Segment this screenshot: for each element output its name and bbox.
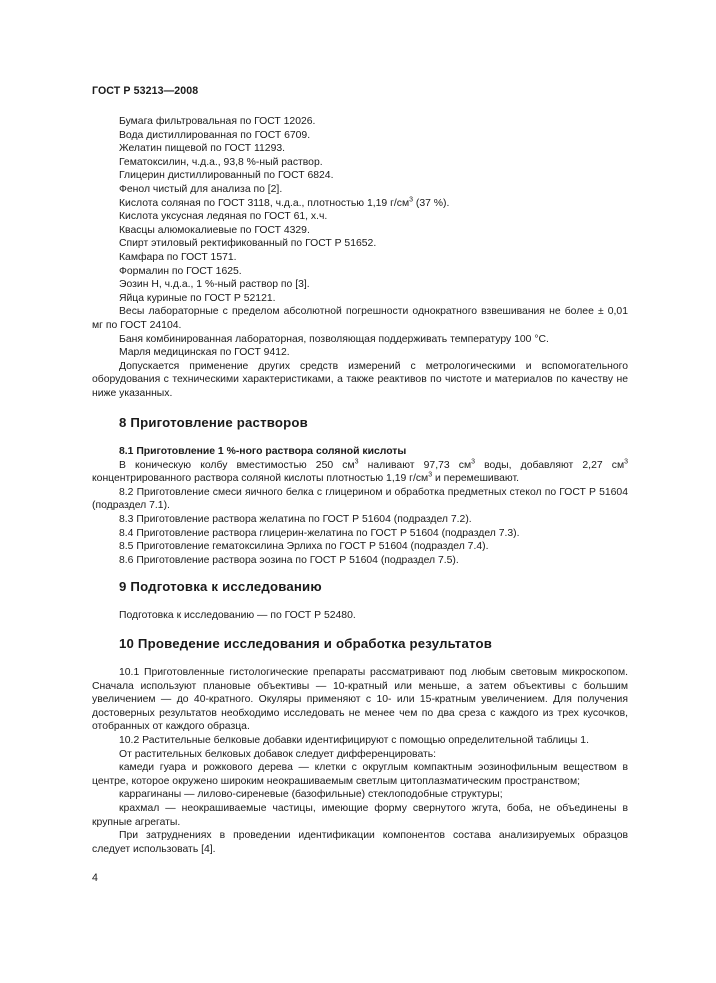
material-item: Допускается применение других средств измерений с метрологическими и вспомогательного оборудования с техническими характеристиками, а также реактивов по чистоте и материалов по качеству не ниже указанных. (92, 360, 628, 399)
material-item: Спирт этиловый ректификованный по ГОСТ Р 51652. (119, 238, 377, 250)
material-item: Баня комбинированная лабораторная, позволяющая поддерживать температуру 100 °С. (119, 333, 549, 345)
section-8-title: 8 Приготовление растворов (119, 415, 308, 430)
superscript: 3 (471, 458, 476, 466)
superscript: 3 (354, 458, 359, 466)
material-item: Марля медицинская по ГОСТ 9412. (119, 347, 290, 359)
material-item: Бумага фильтровальная по ГОСТ 12026. (119, 116, 316, 127)
subsection-item: 8.5 Приготовление гематоксилина Эрлиха по ГОСТ Р 51604 (подраздел 7.4). (119, 541, 489, 553)
section-10-paragraph: крахмал — неокрашиваемые частицы, имеющие форму свернутого жгута, боба, не объединены в крупные агрегаты. (92, 802, 628, 828)
subsection-item: 8.3 Приготовление раствора желатина по ГОСТ Р 51604 (подраздел 7.2). (119, 513, 472, 525)
subsection-item: 8.6 Приготовление раствора эозина по ГОСТ Р 51604 (подраздел 7.5). (119, 554, 459, 566)
subsection-item: 8.2 Приготовление смеси яичного белка с глицерином и обработка предметных стекол по ГОСТ Р 51604 (подраздел 7.1). (92, 486, 628, 512)
superscript: 3 (624, 458, 628, 466)
section-10-paragraph: 10.2 Растительные белковые добавки идентифицируют с помощью определительной таблицы 1. (119, 734, 589, 746)
material-item: Весы лабораторные с пределом абсолютной погрешности однократного взвешивания не более ± 0,01 мг по ГОСТ 24104. (92, 306, 628, 331)
section-9-body (92, 609, 628, 623)
section-9-text: Подготовка к исследованию — по ГОСТ Р 52480. (119, 610, 356, 621)
material-item: Глицерин дистиллированный по ГОСТ 6824. (119, 170, 334, 182)
subsection-item: 8.4 Приготовление раствора глицерин-желатина по ГОСТ Р 51604 (подраздел 7.3). (119, 527, 520, 539)
page-number: 4 (92, 872, 98, 884)
section-10-title: 10 Проведение исследования и обработка результатов (119, 636, 493, 651)
subsection-8-1-title: 8.1 Приготовление 1 %-ного раствора соляной кислоты (119, 446, 407, 457)
material-text: (37 %). (413, 197, 450, 209)
material-item: Кислота уксусная ледяная по ГОСТ 61, х.ч. (119, 211, 328, 223)
text-part: воды, добавляют 2,27 см (475, 459, 625, 471)
superscript: 3 (409, 196, 413, 204)
material-item: Камфара по ГОСТ 1571. (119, 251, 237, 263)
text-part: наливают 97,73 см (358, 459, 472, 471)
superscript: 3 (428, 471, 433, 479)
material-item: Яйца куриные по ГОСТ Р 52121. (119, 292, 276, 304)
section-9-title: 9 Подготовка к исследованию (119, 579, 322, 594)
material-item: Гематоксилин, ч.д.а., 93,8 %-ный раствор. (119, 156, 323, 168)
subsection-8-1-text (92, 459, 628, 486)
section-10-paragraph: При затруднениях в проведении идентификации компонентов состава анализируемых образцов следует использовать [4]. (92, 830, 628, 855)
material-item-hcl (92, 197, 628, 211)
material-item: Квасцы алюмокалиевые по ГОСТ 4329. (119, 224, 310, 236)
section-10-paragraph: камеди гуара и рожкового дерева — клетки с округлым компактным эозинофильным веществом в центре, которое окружено широким неокрашиваемым светлым цитоплазматическим пространством; (92, 762, 628, 787)
material-item: Фенол чистый для анализа по [2]. (119, 183, 283, 195)
material-item: Эозин Н, ч.д.а., 1 %-ный раствор по [3]. (119, 279, 310, 291)
text-part: и перемешивают. (432, 473, 519, 485)
material-text: Кислота соляная по ГОСТ 3118, ч.д.а., плотностью 1,19 г/см (119, 197, 410, 209)
materials-list (92, 115, 628, 400)
text-part: В коническую колбу вместимостью 250 см (119, 459, 355, 471)
document-code-header: ГОСТ Р 53213—2008 (92, 85, 199, 97)
material-item: Формалин по ГОСТ 1625. (119, 265, 242, 277)
material-item: Желатин пищевой по ГОСТ 11293. (119, 143, 286, 155)
section-8-body (92, 445, 628, 567)
material-item: Вода дистиллированная по ГОСТ 6709. (119, 129, 311, 141)
section-10-paragraph: 10.1 Приготовленные гистологические препараты рассматривают под любым световым микроскопом. Сначала используют плановые объективы — 10-кратный или меньше, а затем объективы с большим увеличением — до 40-кратного. Окуляры применяют с 10- или 15-кратным увеличением. Для получения достоверных результатов необходимо исследовать не менее чем по два среза с каждого из трех кусочков, отобранных от каждого образца. (92, 667, 628, 733)
section-10-paragraph: От растительных белковых добавок следует дифференцировать: (119, 748, 437, 760)
text-part: концентрированного раствора соляной кислоты плотностью 1,19 г/см (92, 473, 429, 485)
section-10-paragraph: каррагинаны — лилово-сиреневые (базофильные) стеклоподобные структуры; (119, 789, 503, 801)
section-10-body (92, 666, 628, 856)
